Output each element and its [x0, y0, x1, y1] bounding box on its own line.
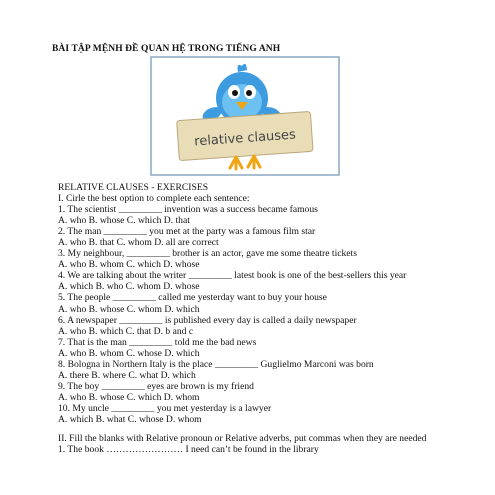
part2-instruction: II. Fill the blanks with Relative pronoun or Relative adverbs, put commas when they are needed: [58, 433, 427, 445]
question: 1. The scientist _________ invention was a success became famous: [58, 204, 318, 216]
question-options: A. which B. who C. whom D. whose: [58, 281, 200, 293]
question: 3. My neighbour, _________ brother is an actor, gave me some theatre tickets: [58, 248, 357, 260]
question-options: A. which B. what C. whose D. whom: [58, 413, 202, 425]
document-title: BÀI TẬP MỆNH ĐỀ QUAN HỆ TRONG TIẾNG ANH: [52, 44, 281, 54]
section-heading: RELATIVE CLAUSES - EXERCISES: [58, 182, 209, 193]
illustration: [150, 56, 340, 176]
question-options: A. who B. whom C. which D. whose: [58, 259, 200, 271]
question: 2. The man _________ you met at the party was a famous film star: [58, 226, 316, 238]
question: 10. My uncle _________ you met yesterday is a lawyer: [58, 402, 272, 414]
sign-text: relative clauses: [193, 127, 297, 150]
question: 5. The people _________ called me yesterday want to buy your house: [58, 292, 327, 304]
question: 8. Bologna in Northern Italy is the place _________ Guglielmo Marconi was born: [58, 358, 374, 370]
question-options: A. who B. whose C. whom D. which: [58, 303, 200, 315]
question: 6. A newspaper _________ is published every day is called a daily newspaper: [58, 314, 357, 326]
question-options: A. who B. whose C. which D. whom: [58, 391, 200, 403]
question-options: A. who B. which C. that D. b and c: [58, 325, 194, 337]
question: 4. We are talking about the writer _________ latest book is one of the best-sellers this year: [58, 270, 407, 282]
question-options: A. who B. whom C. whose D. which: [58, 347, 200, 359]
question-options: A. who B. whose C. which D. that: [58, 215, 190, 227]
blue-bird-mascot-icon: [150, 56, 340, 176]
question-options: A. there B. where C. what D. which: [58, 369, 196, 381]
part1-instruction: I. Cirle the best option to complete each sentence:: [58, 193, 250, 205]
exercise-body: [58, 182, 458, 455]
question: 9. The boy _________ eyes are brown is my friend: [58, 380, 254, 392]
question: 7. That is the man _________ told me the bad news: [58, 336, 257, 348]
question-options: A. who B. that C. whom D. all are correct: [58, 237, 219, 249]
fill-blank-question: 1. The book …………………… I need can’t be found in the library: [58, 444, 319, 456]
